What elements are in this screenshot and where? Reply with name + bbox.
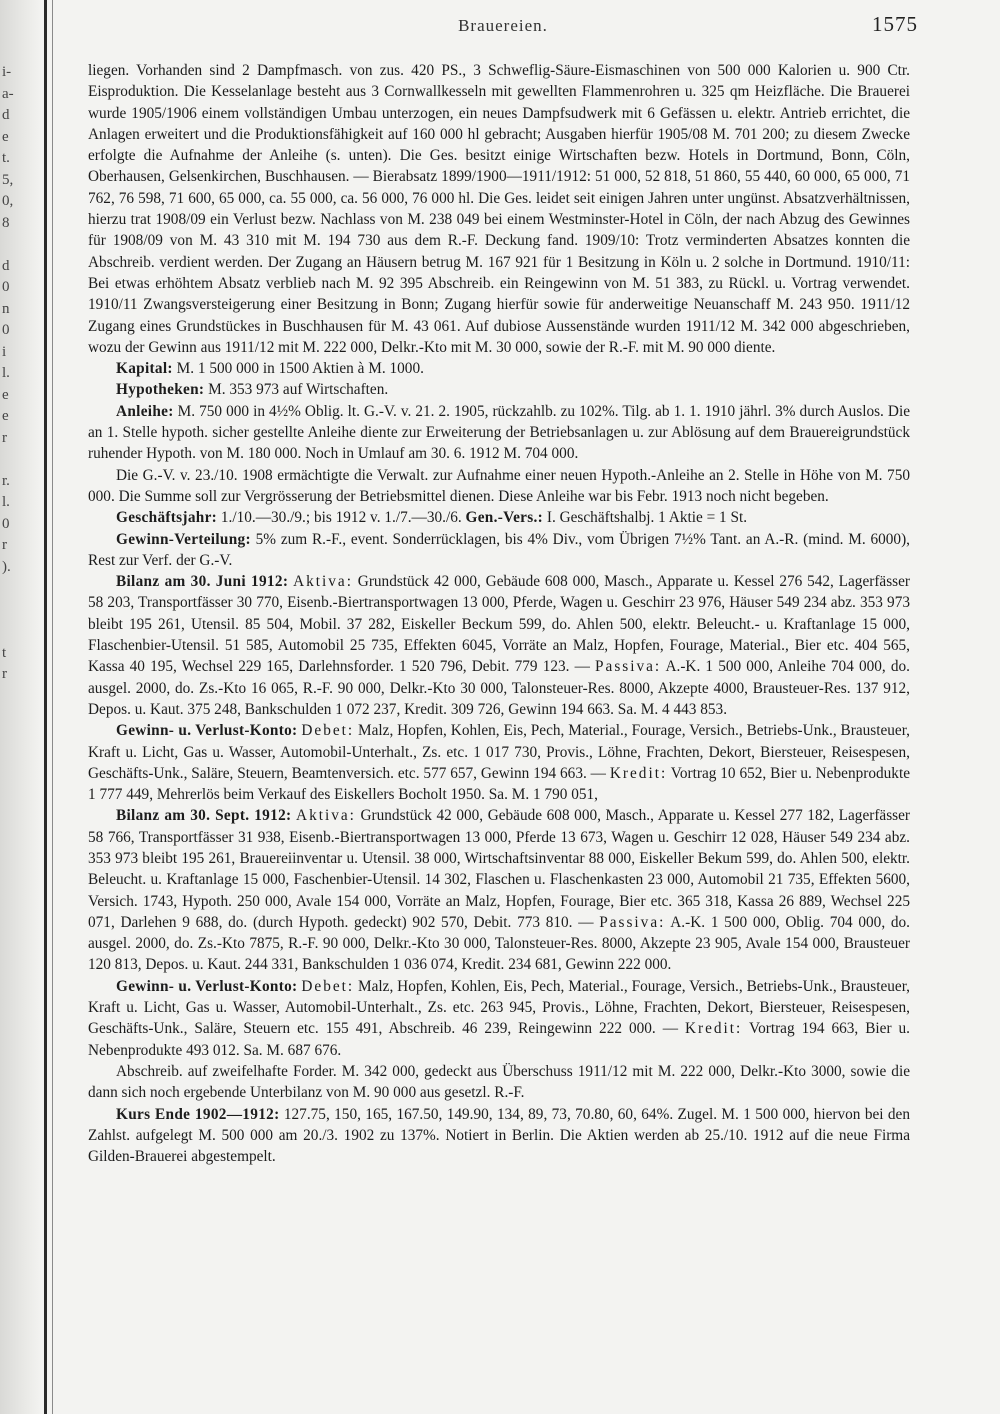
margin-fragment: e: [2, 128, 9, 145]
margin-fragment: 0: [2, 279, 10, 295]
page-number: 1575: [872, 12, 918, 36]
facing-page-edge: [44, 0, 47, 1414]
margin-fragment: d: [2, 107, 10, 123]
body-text: Malz, Hopfen, Kohlen, Eis, Pech, Material., Fourage, Versich., Betriebs-Unk., Brausteuer, Kraft u. Licht, Gas u. Wasser, Automobil-Unterhalt., Zs. etc. 263 945, Provis., Löhne, Frachten, Dekort, Biersteuer, Reisespesen, Geschäfts-Unk., Saläre, Steuern etc. 155 491, Abschreib. 46 239, Reingewinn 222 000. —: [88, 977, 911, 1038]
margin-fragment: d: [2, 257, 10, 274]
margin-fragment: n: [2, 300, 10, 317]
margin-fragment: 8: [2, 214, 10, 231]
body-text: Grundstück 42 000, Gebäude 608 000, Masch., Apparate u. Kessel 277 182, Lagerfässer 58 766, Transportfässer 31 938, Eisenb.-Biertransportwagen 13 000, Pferde 13 673, Wagen u. Geschirr 12 028, Häuser 549 234 abz. 353 973 bleibt 195 261, Brauereiinventar u. Utensil. 38 000, Wirtschaftsinventar 88 000, Eiskeller Bekum 599, do. Ahlen 500, elektr. Beleucht. u. Kraftanlage 15 000, Faschenbier-Utensil. 14 302, Flaschen u. Flaschenkasten 23 000, Automobil 21 735, Effekten 5600, Versich. 1743, Hypoth. 250 000, Avale 154 000, Vorräte an Malz, Hopfen, Fourage, Bier etc. 365 318, Kassa 26 889, Wechsel 225 071, Darlehen 9 688, do. (durch Hypoth. gedeckt) 902 570, Debit. 773 810. —: [88, 807, 910, 931]
spaced-label: Debet:: [301, 722, 355, 740]
spaced-label: Aktiva:: [293, 573, 353, 591]
section-heading: Geschäftsjahr:: [116, 509, 218, 527]
page-body: [88, 60, 910, 1167]
margin-fragment: t.: [2, 150, 10, 166]
body-text: Vortrag 10 652, Bier u. Nebenprodukte 1 777 449, Mehrerlös beim Verkauf des Eiskellers Bocholt 1950. Sa. M. 1 790 051,: [88, 764, 910, 804]
section-heading: Gewinn- u. Verlust-Konto:: [116, 722, 298, 740]
body-text: Die G.-V. v. 23./10. 1908 ermächtigte die Verwalt. zur Aufnahme einer neuen Hypoth.-Anleihe an 2. Stelle in Höhe von M. 750 000. Die Summe soll zur Vergrösserung der Betriebsmittel dienen. Diese Anleihe war bis Febr. 1913 noch nicht begeben.: [88, 466, 910, 505]
section-heading: Kurs Ende 1902—1912:: [116, 1105, 280, 1123]
margin-fragment: r: [2, 666, 7, 682]
section-heading: Hypotheken:: [116, 381, 205, 399]
body-text: A.-K. 1 500 000, Oblig. 704 000, do. ausgel. 2000, do. Zs.-Kto 7875, R.-F. 90 000, Delkr.-Kto 30 000, Talonsteuer-Res. 8000, Akzepte 23 905, Avale 154 000, Brausteuer 120 813, Depos. u. Kaut. 244 331, Bankschulden 1 036 074, Kredit. 234 681, Gewinn 222 000.: [88, 913, 910, 974]
margin-fragment: r.: [2, 472, 10, 489]
spaced-label: Kredit:: [684, 1020, 743, 1038]
margin-fragment: i: [2, 343, 7, 360]
margin-fragment: 0: [2, 515, 10, 532]
spaced-label: Kredit:: [609, 764, 668, 782]
margin-fragment: [2, 600, 16, 622]
section-heading: Gen.-Vers.:: [465, 509, 544, 527]
paragraph-p13: [88, 1104, 910, 1168]
paragraph-p3: [88, 379, 910, 400]
margin-fragment: 5,: [2, 171, 14, 188]
margin-fragment: [2, 578, 16, 600]
section-heading: Gewinn-Verteilung:: [116, 530, 251, 548]
section-heading: Kapital:: [116, 360, 173, 378]
paragraph-p4: [88, 401, 910, 465]
paragraph-p5: [88, 465, 910, 508]
body-text: Malz, Hopfen, Kohlen, Eis, Pech, Material., Fourage, Versich., Betriebs-Unk., Brausteuer, Kraft u. Licht, Gas u. Wasser, Automobil-Unterhalt., Zs. etc. 1 017 730, Provis., Löhne, Frachten, Dekort, Biersteuer, Reisespesen, Geschäfts-Unk., Saläre, Steuern, Beamtenversich. etc. 577 657, Gewinn 194 663. —: [88, 722, 911, 782]
body-text: 5% zum R.-F., event. Sonderrücklagen, bis 4% Div., vom Übrigen 7½% Tant. an A.-R. (mind. M. 6000), Rest zur Verf. der G.-V.: [88, 530, 910, 569]
body-text: 1./10.—30./9.; bis 1912 v. 1./7.—30./6.: [217, 509, 466, 527]
facing-page-edge-thin: [52, 0, 53, 1414]
margin-fragment: r: [2, 537, 7, 553]
margin-fragment: 0: [2, 322, 10, 338]
body-text: I. Geschäftshalbj. 1 Aktie = 1 St.: [543, 509, 748, 527]
paragraph-p1: [88, 60, 910, 358]
margin-fragment: l.: [2, 494, 10, 510]
paragraph-p2: [88, 358, 910, 379]
body-text: Vortrag 194 663, Bier u. Nebenprodukte 493 012. Sa. M. 687 676.: [88, 1020, 910, 1059]
section-heading: Bilanz am 30. Juni 1912:: [116, 573, 289, 591]
facing-page-margin-fragments: [2, 62, 16, 729]
paragraph-p8: [88, 571, 910, 720]
spaced-label: Aktiva:: [296, 807, 356, 825]
margin-fragment: ).: [2, 558, 11, 575]
margin-fragment: [2, 707, 16, 729]
body-text: liegen. Vorhanden sind 2 Dampfmasch. von zus. 420 PS., 3 Schweflig-Säure-Eismaschinen von 500 000 Kalorien u. 900 Ctr. Eisproduktion. Die Kesselanlage besteht aus 3 Cornwallkesseln mit gewellten Flammenrohren u. 325 qm Heizfläche. Die Brauerei wurde 1905/1906 einem vollständigen Umbau unterzogen, ein neues Dampfsudwerk mit 6 Gefässen u. elektr. Antrieb errichtet, die Anlagen erweitert und die Produktionsfähigkeit auf 160 000 hl gebracht; Ausgaben hierfür 1905/08 M. 701 200; zu diesem Zwecke erfolgte die Aufnahme der Anleihe (s. unten). Die Ges. besitzt einige Wirtschaften bezw. Hotels in Dortmund, Bonn, Cöln, Oberhausen, Gelsenkirchen, Buschhausen. — Bierabsatz 1899/1900—1911/1912: 51 000, 52 818, 51 860, 55 440, 60 000, 65 000, 71 762, 76 598, 71 600, 65 000, ca. 55 000, ca. 56 000, 76 000 hl. Die Ges. leidet seit einigen Jahren unter ungünst. Absatzverhältnissen, hierzu trat 1908/09 ein Verlust bezw. Nachlass von M. 238 049 bei einem Westminster-Hotel in Cöln, der nach Abzug des Gewinnes für 1908/09 von M. 43 310 mit M. 194 730 aus dem R.-F. Deckung fand. 1909/10: Trotz verminderten Absatzes konnten die Abschreib. verdient werden. Der Zugang an Häusern betrug M. 167 921 für 1 Besitzung in Köln u. 2 solche in Dortmund. 1910/11: Bei etwas erhöhtem Absatz verblieb nach M. 92 395 Abschreib. ein Reingewinn von M. 51 383, zu Rückl. u. Vortrag verwendet. 1910/11 Zwangsversteigerung einer Besitzung in Bonn; Zugang hierfür sowie für anderweitige Neuanschaff M. 243 950. 1911/12 Zugang eines Grundstückes in Buschhausen für M. 43 061. Auf dubiose Aussenstände wurden 1911/12 M. 342 000 abgeschrieben, wozu der Gewinn aus 1911/12 mit M. 222 000, Delkr.-Kto mit M. 30 000, sowie der R.-F. mit M. 90 000 diente.: [88, 62, 910, 356]
body-text: M. 353 973 auf Wirtschaften.: [204, 381, 389, 399]
section-heading: Gewinn- u. Verlust-Konto:: [116, 977, 298, 995]
page-header: [88, 12, 918, 42]
section-heading: Anleihe:: [116, 402, 174, 420]
margin-fragment: e: [2, 408, 9, 424]
margin-fragment: [2, 449, 16, 471]
margin-fragment: a-: [2, 85, 14, 102]
body-text: M. 1 500 000 in 1500 Aktien à M. 1000.: [172, 360, 424, 378]
paragraph-p11: [88, 976, 910, 1061]
margin-fragment: [2, 686, 16, 708]
paragraph-p12: [88, 1061, 910, 1104]
body-text: Grundstück 42 000, Gebäude 608 000, Masch., Apparate u. Kessel 276 542, Lagerfässer 58 203, Transportfässer 30 770, Eisenb.-Biertransportwagen 13 000, Pferde, Wagen u. Geschirr 23 976, Häuser 549 234 abz. 353 973 bleibt 195 261, Utensil. 85 504, Mobil. 37 282, Eiskeller Beckum 599, do. Ahlen 500, elektr. Beleucht.- u. Kraftanlage 15 000, Flaschenbier-Utensil. 51 585, Automobil 25 735, Effekten 6045, Vorräte an Malz, Hopfen, Fourage, Material., Bier etc. 404 565, Kassa 40 195, Wechsel 229 165, Darlehnsforder. 1 520 796, Debit. 779 123. —: [88, 573, 911, 676]
spaced-label: Passiva:: [595, 658, 662, 676]
margin-fragment: i-: [2, 64, 12, 80]
paragraph-p6: [88, 507, 910, 528]
paragraph-p9: [88, 720, 910, 805]
margin-fragment: l.: [2, 365, 10, 381]
margin-fragment: e: [2, 386, 9, 403]
paragraph-p7: [88, 529, 910, 572]
paragraph-p10: [88, 805, 910, 975]
margin-fragment: r: [2, 429, 7, 446]
body-text: Abschreib. auf zweifelhafte Forder. M. 342 000, gedeckt aus Überschuss 1911/12 mit M. 222 000, Delkr.-Kto 3000, sowie die dann sich noch ergebende Unterbilanz von M. 90 000 aus gesetzl. R.-F.: [88, 1062, 910, 1102]
margin-fragment: [2, 234, 16, 256]
spaced-label: Debet:: [301, 977, 355, 995]
margin-fragment: 0,: [2, 193, 14, 209]
body-text: A.-K. 1 500 000, Anleihe 704 000, do. ausgel. 2000, do. Zs.-Kto 16 065, R.-F. 90 000, Delkr.-Kto 30 000, Talonsteuer-Res. 8000, Akzepte 4000, Brausteuer-Res. 137 912, Depos. u. Kaut. 375 248, Bankschulden 1 072 237, Kredit. 309 726, Gewinn 194 663. Sa. M. 4 443 853.: [88, 658, 910, 718]
running-title: Brauereien.: [458, 16, 548, 35]
margin-fragment: [2, 621, 16, 643]
spaced-label: Passiva:: [599, 913, 666, 931]
section-heading: Bilanz am 30. Sept. 1912:: [116, 807, 292, 825]
margin-fragment: t: [2, 644, 7, 661]
body-text: 127.75, 150, 165, 167.50, 149.90, 134, 89, 73, 70.80, 60, 64%. Zugel. M. 1 500 000, hiervon bei den Zahlst. aufgelegt M. 500 000 am 20./3. 1902 zu 137%. Notiert in Berlin. Die Aktien werden ab 25./10. 1912 auf die neue Firma Gilden-Brauerei abgestempelt.: [88, 1105, 910, 1166]
body-text: M. 750 000 in 4½% Oblig. lt. G.-V. v. 21. 2. 1905, rückzahlb. zu 102%. Tilg. ab 1. 1. 1910 jährl. 3% durch Auslos. Die an 1. Stelle hypoth. sicher gestellte Anleihe diente zur Erweiterung der Betriebsanlagen u. zur Ablösung auf dem Brauereigrundstück ruhender Hypoth. von M. 180 000. Noch in Umlauf am 30. 6. 1912 M. 704 000.: [88, 402, 910, 463]
